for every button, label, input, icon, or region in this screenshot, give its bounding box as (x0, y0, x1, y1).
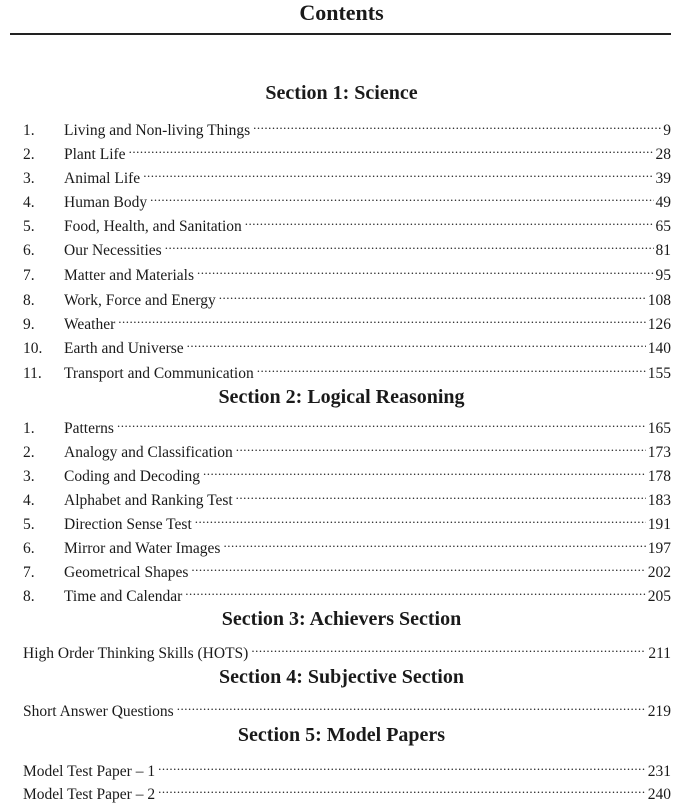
toc-entry[interactable] (23, 113, 671, 139)
dot-leader (117, 411, 646, 433)
entry-page-number: 173 (647, 444, 671, 461)
entry-page-number: 219 (647, 703, 671, 720)
entry-page-number: 140 (647, 340, 671, 357)
dot-leader (245, 209, 654, 231)
entry-number: 5. (23, 516, 35, 533)
dot-leader (251, 636, 646, 658)
entry-number: 6. (23, 242, 35, 259)
dot-leader (187, 331, 646, 353)
dot-leader (177, 694, 646, 716)
entry-title: Matter and Materials (64, 267, 194, 284)
dot-leader (118, 307, 646, 329)
entry-page-number: 197 (647, 540, 671, 557)
entry-title: Animal Life (64, 170, 141, 187)
toc-entry[interactable] (23, 283, 671, 309)
entry-number: 7. (23, 267, 35, 284)
dot-leader (195, 507, 646, 529)
section-heading-science: Section 1: Science (265, 82, 418, 104)
dot-leader (158, 754, 646, 776)
dot-leader (197, 258, 654, 280)
entry-title: Alphabet and Ranking Test (64, 492, 233, 509)
entry-number: 6. (23, 540, 35, 557)
toc-entry[interactable] (23, 579, 671, 605)
entry-title: Living and Non-living Things (64, 122, 251, 139)
entry-title: Weather (64, 316, 116, 333)
dot-leader (185, 579, 646, 601)
dot-leader (191, 555, 645, 577)
entry-title: Model Test Paper – 2 (23, 786, 156, 803)
toc-entry[interactable] (23, 356, 671, 382)
toc-entry[interactable] (23, 307, 671, 333)
section-heading-logical-reasoning: Section 2: Logical Reasoning (218, 386, 465, 408)
entry-number: 7. (23, 564, 35, 581)
dot-leader (236, 435, 646, 457)
entry-number: 10. (23, 340, 43, 357)
entry-number: 9. (23, 316, 35, 333)
entry-title: High Order Thinking Skills (HOTS) (23, 645, 249, 662)
entry-title: Food, Health, and Sanitation (64, 218, 242, 235)
entry-number: 2. (23, 146, 35, 163)
toc-entry[interactable] (23, 137, 671, 163)
dot-leader (129, 137, 654, 159)
entry-number: 1. (23, 122, 35, 139)
dot-leader (143, 161, 653, 183)
entry-page-number: 65 (655, 218, 671, 235)
entry-page-number: 28 (655, 146, 671, 163)
entry-number: 3. (23, 170, 35, 187)
entry-title: Coding and Decoding (64, 468, 201, 485)
toc-entry[interactable] (23, 411, 671, 437)
section-heading-model-papers: Section 5: Model Papers (237, 724, 446, 746)
toc-entry[interactable] (23, 258, 671, 284)
entry-page-number: 155 (647, 365, 671, 382)
entry-page-number: 49 (655, 194, 671, 211)
entry-title: Direction Sense Test (64, 516, 192, 533)
entry-page-number: 178 (647, 468, 671, 485)
toc-entry[interactable] (23, 531, 671, 557)
dot-leader (257, 356, 646, 378)
entry-number: 1. (23, 420, 35, 437)
toc-entry[interactable] (23, 185, 671, 211)
entry-title: Short Answer Questions (23, 703, 174, 720)
entry-number: 8. (23, 292, 35, 309)
entry-number: 4. (23, 194, 35, 211)
dot-leader (223, 531, 645, 553)
toc-entry[interactable] (23, 636, 671, 662)
toc-entry[interactable] (23, 555, 671, 581)
entry-page-number: 202 (647, 564, 671, 581)
entry-title: Mirror and Water Images (64, 540, 221, 557)
entry-page-number: 81 (655, 242, 671, 259)
entry-number: 3. (23, 468, 35, 485)
toc-entry[interactable] (23, 483, 671, 509)
title-divider (10, 33, 671, 35)
entry-number: 5. (23, 218, 35, 235)
entry-title: Plant Life (64, 146, 126, 163)
section-heading-subjective: Section 4: Subjective Section (219, 666, 464, 688)
entry-page-number: 39 (655, 170, 671, 187)
entry-page-number: 165 (647, 420, 671, 437)
dot-leader (150, 185, 653, 207)
entry-number: 8. (23, 588, 35, 605)
entry-title: Work, Force and Energy (64, 292, 216, 309)
entry-page-number: 9 (663, 122, 671, 139)
dot-leader (219, 283, 646, 305)
toc-entry[interactable] (23, 507, 671, 533)
toc-entry[interactable] (23, 777, 671, 803)
entry-number: 11. (23, 365, 42, 382)
toc-entry[interactable] (23, 459, 671, 485)
entry-title: Transport and Communication (64, 365, 254, 382)
entry-number: 2. (23, 444, 35, 461)
entry-title: Model Test Paper – 1 (23, 763, 156, 780)
dot-leader (253, 113, 661, 135)
entry-page-number: 95 (655, 267, 671, 284)
toc-entry[interactable] (23, 161, 671, 187)
entry-page-number: 126 (647, 316, 671, 333)
entry-page-number: 211 (648, 645, 671, 662)
entry-title: Earth and Universe (64, 340, 184, 357)
toc-entry[interactable] (23, 209, 671, 235)
entry-title: Analogy and Classification (64, 444, 233, 461)
dot-leader (203, 459, 646, 481)
section-heading-achievers: Section 3: Achievers Section (221, 608, 462, 630)
entry-title: Geometrical Shapes (64, 564, 189, 581)
dot-leader (158, 777, 646, 799)
entry-title: Time and Calendar (64, 588, 183, 605)
dot-leader (236, 483, 646, 505)
entry-page-number: 183 (647, 492, 671, 509)
entry-page-number: 205 (647, 588, 671, 605)
entry-title: Our Necessities (64, 242, 162, 259)
toc-entry[interactable] (23, 694, 671, 720)
entry-title: Patterns (64, 420, 114, 437)
entry-number: 4. (23, 492, 35, 509)
entry-page-number: 108 (647, 292, 671, 309)
toc-entry[interactable] (23, 754, 671, 780)
entry-page-number: 240 (647, 786, 671, 803)
entry-page-number: 231 (647, 763, 671, 780)
page-title: Contents (299, 0, 384, 25)
entry-page-number: 191 (647, 516, 671, 533)
toc-entry[interactable] (23, 435, 671, 461)
toc-entry[interactable] (23, 331, 671, 357)
entry-title: Human Body (64, 194, 148, 211)
toc-entry[interactable] (23, 233, 671, 259)
dot-leader (165, 233, 654, 255)
